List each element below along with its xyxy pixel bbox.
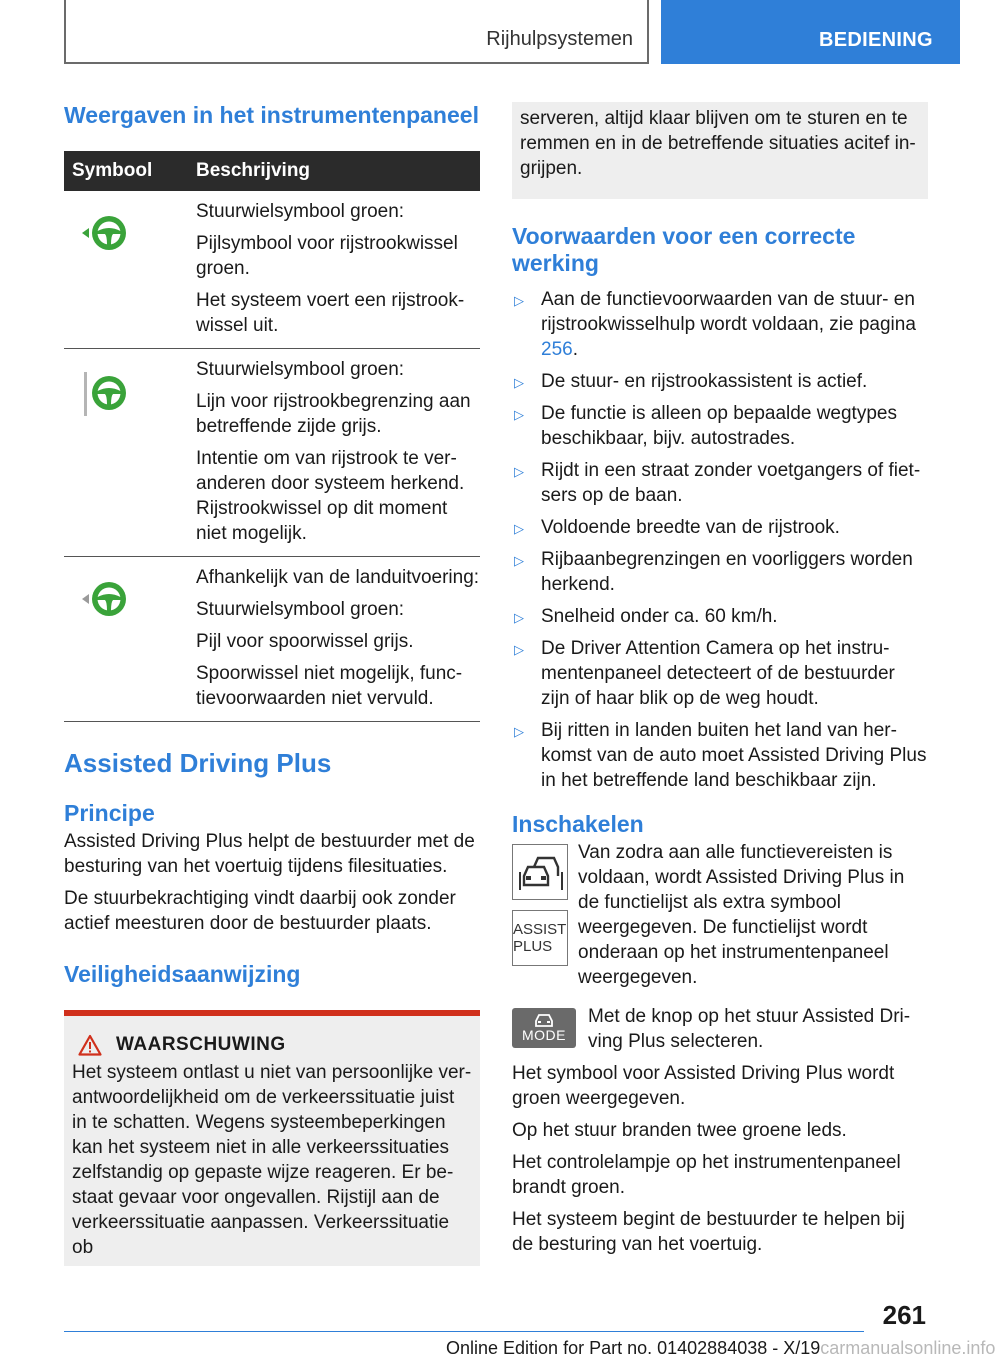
list-item: ▷ Voldoende breedte van de rijstrook.	[512, 515, 928, 540]
steering-wheel-arrow-icon	[72, 211, 142, 255]
steering-wheel-line-icon	[72, 369, 142, 419]
warning-label: WAARSCHUWING	[116, 1034, 286, 1055]
bullet-triangle-icon: ▷	[514, 642, 524, 657]
conditions-list	[512, 287, 928, 793]
bullet-triangle-icon: ▷	[514, 375, 524, 390]
mode-label: MODE	[522, 1027, 566, 1043]
symbol-table	[64, 151, 480, 722]
header-chapter-tab	[661, 0, 960, 64]
bullet-triangle-icon: ▷	[514, 293, 524, 308]
header-section-title: Rijhulpsystemen	[486, 28, 633, 50]
principle-heading: Principe	[64, 800, 155, 826]
warning-text-continued: serveren, altijd klaar blijven om te sturen en te remmen en in de betreffende situaties acitef ingrijpen.	[520, 108, 916, 179]
car-icon	[533, 1013, 555, 1027]
enable-heading: Inschakelen	[512, 811, 644, 837]
safety-heading: Veiligheidsaanwijzing	[64, 961, 301, 987]
warning-text: Het systeem ontlast u niet van persoonlijke verantwoordelijkheid om de verkeerssituatie juist in te schatten. Wegens systeembeperkingen kan het systeem niet in alle verkeerssituaties zelfstandig op gepaste wijze reageren. Er bestaat gevaar voor ongevallen. Rijstijl aan de verkeerssituatie aanpassen. Verkeerssituatie ob	[72, 1062, 472, 1258]
right-column	[512, 102, 928, 1257]
row-line: Stuurwielsymbool groen:	[196, 599, 405, 620]
list-item: ▷ Bij ritten in landen buiten het land van herkomst van de auto moet Assisted Driving Plus in het betreffende land beschikbaar zijn.	[514, 720, 927, 791]
bullet-triangle-icon: ▷	[514, 553, 524, 568]
list-item: ▷ Aan de functievoorwaarden van de stuur- en rijstrookwisselhulp wordt voldaan, zie pagina 256.	[514, 289, 916, 360]
row-line: Pijlsymbool voor rijstrookwissel groen.	[196, 233, 458, 279]
list-item: ▷ Snelheid onder ca. 60 km/h.	[512, 604, 928, 629]
bullet-triangle-icon: ▷	[514, 610, 524, 625]
steering-wheel-grey-arrow-icon	[72, 577, 142, 621]
table-row	[64, 557, 480, 722]
list-item: ▷ De Driver Attention Camera op het instrumentenpaneel detecteert of de bestuurder zijn of haar blik op de weg houdt.	[514, 638, 895, 709]
list-item: ▷ De stuur- en rijstrookassistent is actief.	[512, 369, 928, 394]
list-item: ▷ Rijdt in een straat zonder voetgangers of fietsers op de baan.	[514, 460, 921, 506]
mode-button[interactable]	[512, 1008, 576, 1048]
page-link[interactable]: 256	[541, 339, 573, 360]
watermark-text: carmanualsonline.info	[820, 1338, 995, 1358]
row-line: Spoorwissel niet mogelijk, functievoorwaarden niet vervuld.	[196, 663, 463, 709]
warning-box	[64, 1010, 480, 1266]
enable-paragraph: Het symbool voor Assisted Driving Plus wordt groen weergegeven.	[512, 1063, 895, 1109]
enable-paragraph: Het systeem begint de bestuurder te helpen bij de besturing van het voertuig.	[512, 1209, 905, 1255]
row-line: Stuurwielsymbool groen:	[196, 201, 405, 222]
header-section-box	[64, 0, 649, 64]
warning-box-continued	[512, 102, 928, 199]
traffic-jam-cars-icon	[512, 844, 568, 900]
table-row	[64, 191, 480, 349]
page-number: 261	[882, 1300, 926, 1330]
enable-paragraph: Met de knop op het stuur Assisted Driving Plus selecteren.	[588, 1006, 911, 1052]
row-line: Pijl voor spoorwissel grijs.	[196, 631, 414, 652]
conditions-heading: Voorwaarden voor een correcte werking	[512, 223, 856, 276]
table-row	[64, 349, 480, 557]
left-column	[64, 102, 480, 1266]
header-chapter-title: BEDIENING	[819, 29, 933, 51]
enable-paragraph: Van zodra aan alle functievereisten is voldaan, wordt Assisted Driving Plus in de functielijst als extra symbool weergegeven. De functielijst wordt onderaan op het instrumentenpaneel weergegeven.	[578, 842, 905, 988]
footer-divider	[64, 1331, 864, 1332]
adp-heading: Assisted Driving Plus	[64, 748, 332, 778]
list-item: ▷ Rijbaanbegrenzingen en voorliggers worden herkend.	[514, 549, 913, 595]
bullet-triangle-icon: ▷	[514, 521, 524, 536]
col-header-symbol: Symbool	[64, 151, 188, 191]
principle-paragraph: Assisted Driving Plus helpt de bestuurder met de besturing van het voertuig tijdens filesituaties.	[64, 831, 475, 877]
row-line: Lijn voor rijstrookbegrenzing aan betreffende zijde grijs.	[196, 391, 471, 437]
list-item: ▷ De functie is alleen op bepaalde wegtypes beschikbaar, bijv. autostrades.	[514, 403, 897, 449]
edition-text: Online Edition for Part no. 01402884038 - X/19	[446, 1338, 821, 1358]
warning-triangle-icon	[78, 1034, 102, 1056]
row-line: Het systeem voert een rijstrookwissel uit.	[196, 290, 465, 336]
col-header-description: Beschrijving	[188, 151, 480, 191]
bullet-triangle-icon: ▷	[514, 407, 524, 422]
row-line: Afhankelijk van de landuitvoering:	[196, 567, 480, 588]
enable-paragraph: Op het stuur branden twee groene leds.	[512, 1120, 847, 1141]
bullet-triangle-icon: ▷	[514, 464, 524, 479]
footer-edition	[446, 1338, 995, 1359]
bullet-triangle-icon: ▷	[514, 724, 524, 739]
row-line: Stuurwielsymbool groen:	[196, 359, 405, 380]
displays-heading: Weergaven in het instrumentenpaneel	[64, 102, 479, 128]
assist-plus-icon: ASSIST PLUS	[512, 910, 568, 966]
row-line: Intentie om van rijstrook te veranderen door systeem herkend. Rijstrookwissel op dit moment niet mogelijk.	[196, 448, 465, 544]
enable-paragraph: Het controlelampje op het instrumentenpaneel brandt groen.	[512, 1152, 901, 1198]
principle-paragraph: De stuurbekrachtiging vindt daarbij ook zonder actief meesturen door de bestuurder plaats.	[64, 888, 456, 934]
